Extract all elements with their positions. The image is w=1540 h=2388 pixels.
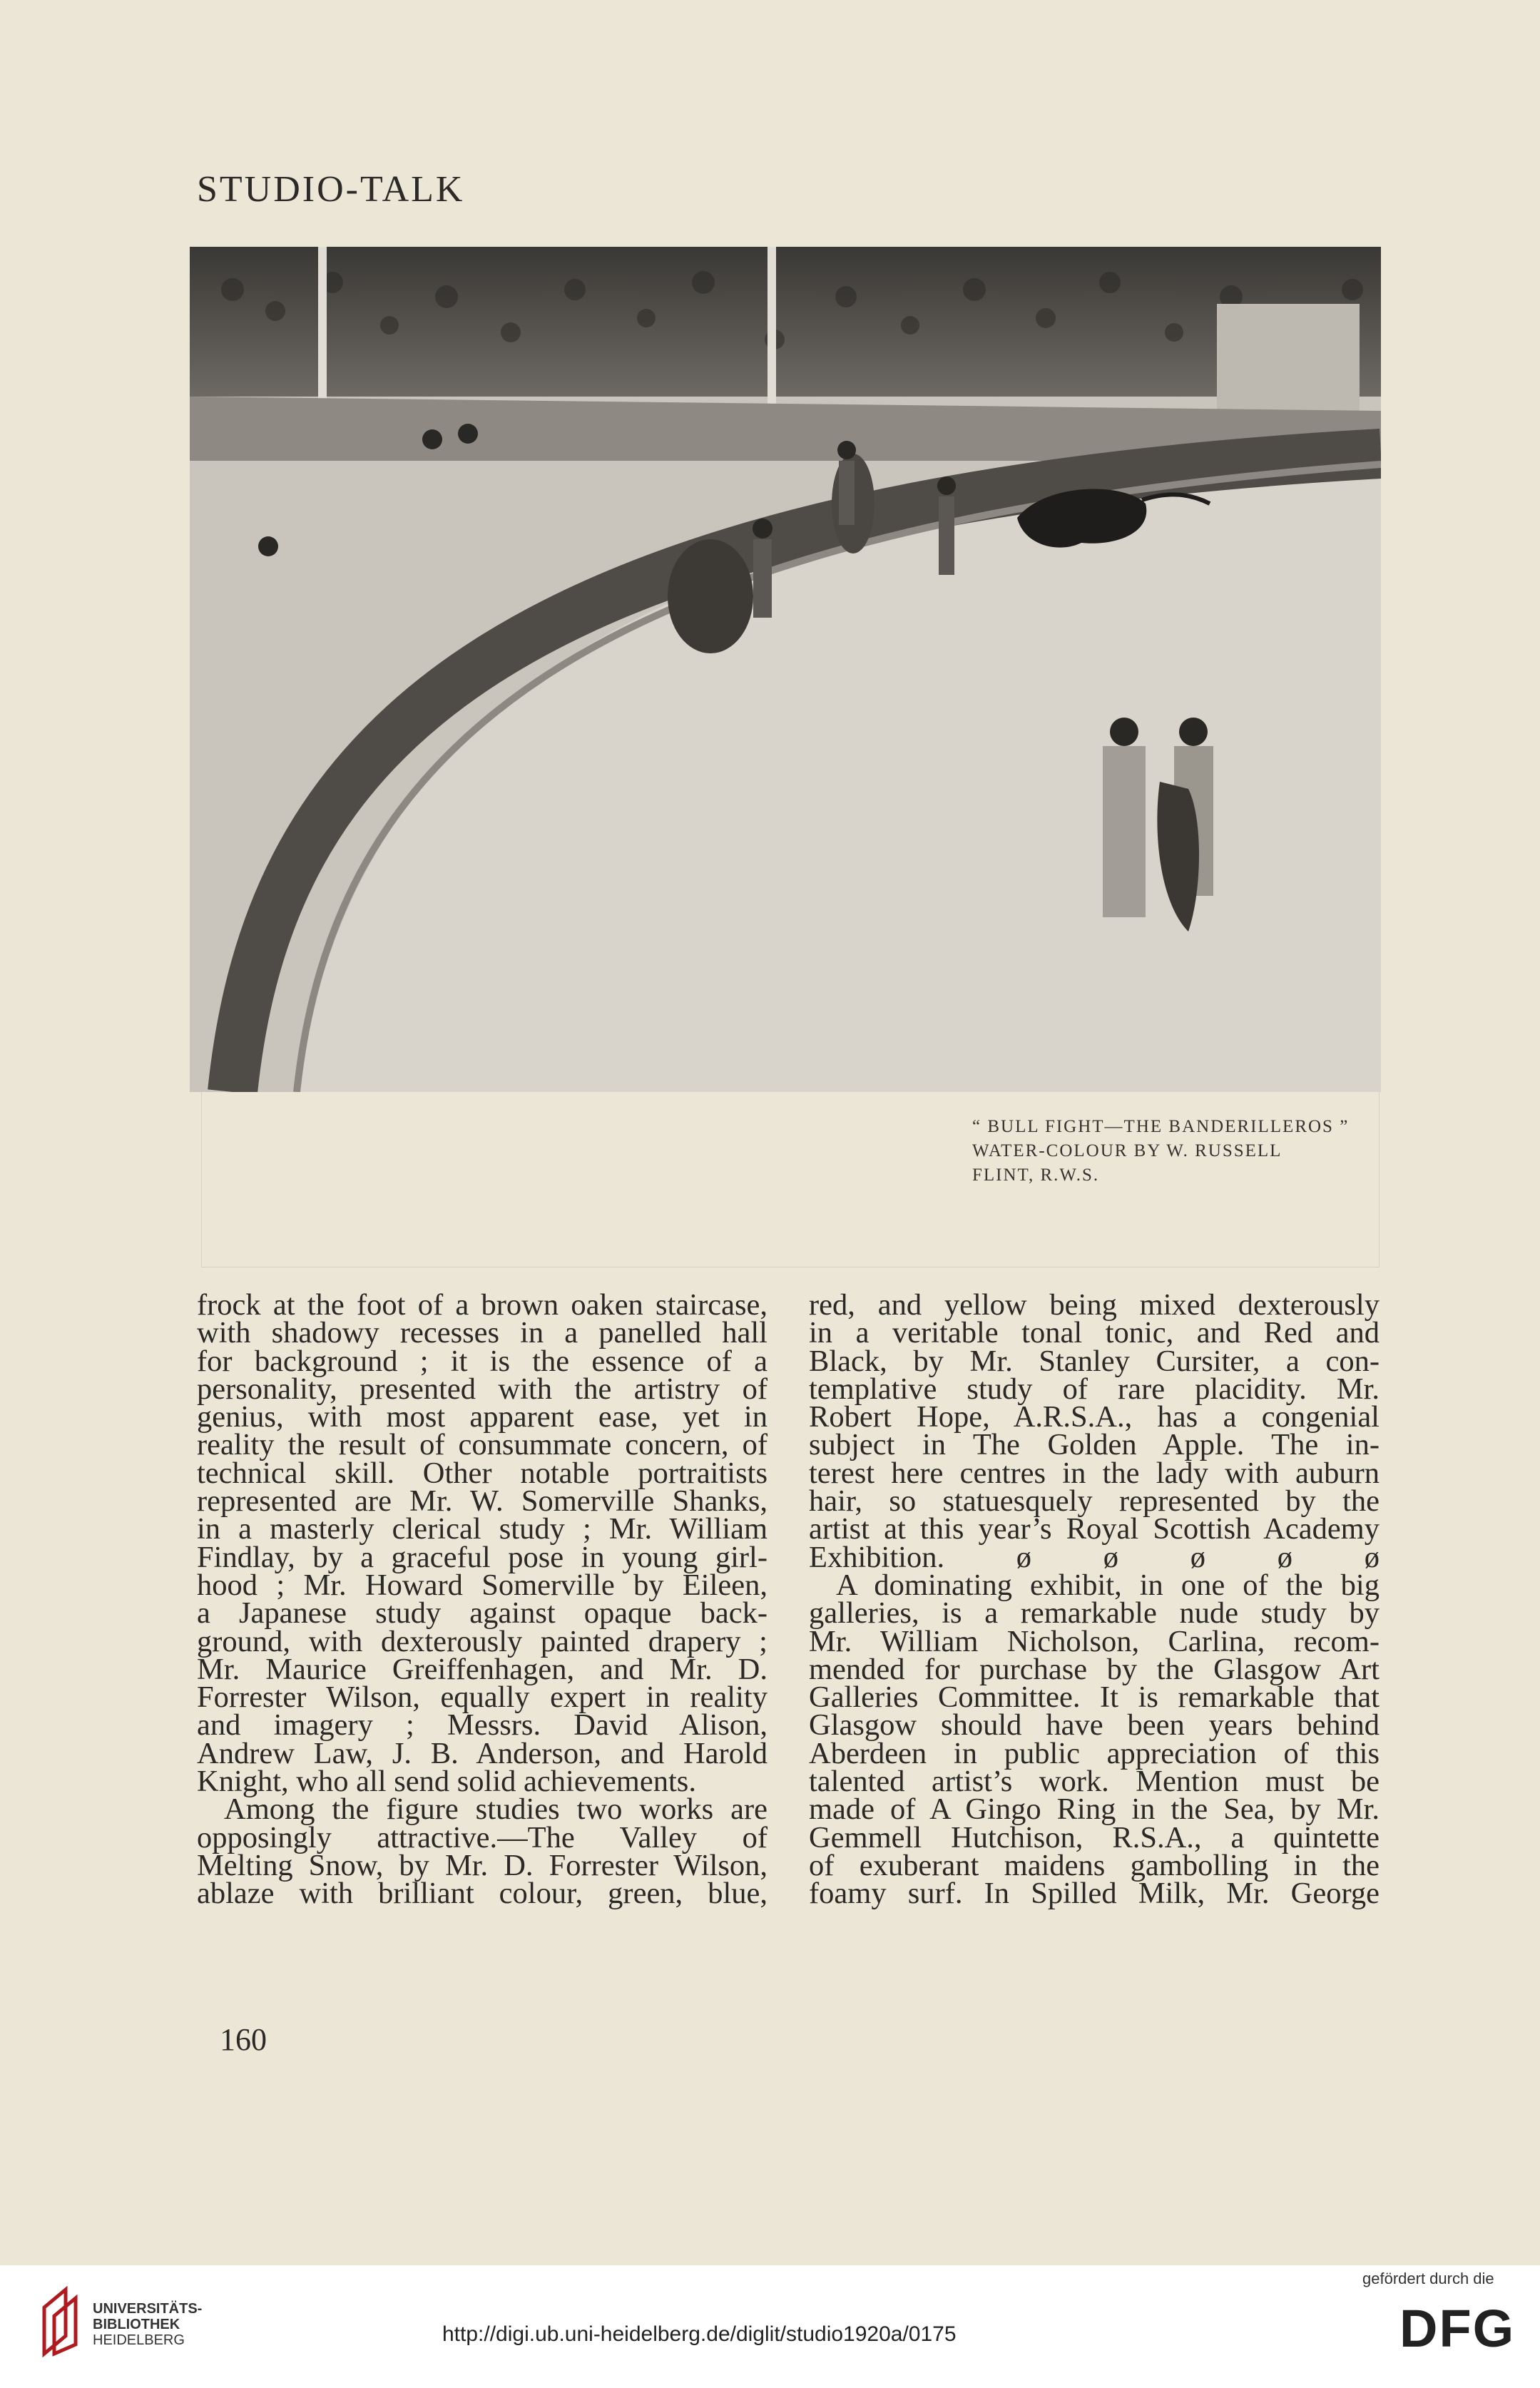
text-line: Gemmell Hutchison, R.S.A., a quintette: [809, 1820, 1380, 1854]
text-line: Black, by Mr. Stanley Cursiter, a con-: [809, 1344, 1380, 1378]
text-line: Knight, who all send solid achievements.: [197, 1765, 696, 1799]
illustration-svg: [190, 247, 1381, 1092]
text-line: a Japanese study against opaque back-: [197, 1596, 768, 1631]
text-line: frock at the foot of a brown oaken staircase,: [197, 1288, 768, 1322]
library-name-line: BIBLIOTHEK: [93, 2317, 180, 2332]
text-line: Among the figure studies two works are: [224, 1792, 768, 1827]
text-line: ground, with dexterously painted drapery ;: [197, 1624, 768, 1658]
library-name-line: UNIVERSITÄTS-: [93, 2301, 203, 2317]
dfg-logo: DFG: [1399, 2299, 1516, 2358]
text-line: Forrester Wilson, equally expert in reality: [197, 1680, 768, 1715]
text-line: and imagery ; Messrs. David Alison,: [197, 1708, 768, 1742]
text-line: personality, presented with the artistry of: [197, 1372, 768, 1406]
left-column: [197, 1288, 768, 1911]
text-line: templative study of rare placidity. Mr.: [809, 1372, 1380, 1406]
text-line: Exhibition. ø ø ø ø ø: [809, 1540, 1380, 1574]
permalink-url[interactable]: http://digi.ub.uni-heidelberg.de/diglit/studio1920a/0175: [442, 2322, 957, 2346]
text-line: subject in The Golden Apple. The in-: [809, 1428, 1380, 1462]
text-line: talented artist’s work. Mention must be: [809, 1765, 1380, 1799]
text-line: Mr. William Nicholson, Carlina, recom-: [809, 1624, 1380, 1658]
text-line: opposingly attractive.—The Valley of: [197, 1820, 768, 1854]
text-line: Aberdeen in public appreciation of this: [809, 1736, 1380, 1770]
caption-line: FLINT, R.W.S.: [972, 1165, 1100, 1185]
text-line: hair, so statuesquely represented by the: [809, 1484, 1380, 1519]
bullfight-illustration: [190, 247, 1381, 1092]
text-line: galleries, is a remarkable nude study by: [809, 1596, 1380, 1631]
page-number: 160: [220, 2022, 267, 2057]
text-line: in a veritable tonal tonic, and Red and: [809, 1316, 1380, 1350]
text-line: Findlay, by a graceful pose in young girl-: [197, 1540, 768, 1574]
text-line: terest here centres in the lady with auburn: [809, 1456, 1380, 1490]
library-name: [93, 2301, 202, 2348]
text-line: represented are Mr. W. Somerville Shanks,: [197, 1484, 768, 1519]
text-line: for background ; it is the essence of a: [197, 1344, 768, 1378]
text-line: foamy surf. In Spilled Milk, Mr. George: [809, 1877, 1380, 1911]
text-line: genius, with most apparent ease, yet in: [197, 1400, 768, 1434]
library-name-line: HEIDELBERG: [93, 2332, 185, 2348]
text-line: Mr. Maurice Greiffenhagen, and Mr. D.: [197, 1652, 768, 1686]
library-logo-icon: [37, 2286, 83, 2357]
text-line: Glasgow should have been years behind: [809, 1708, 1380, 1742]
text-line: A dominating exhibit, in one of the big: [836, 1568, 1380, 1602]
text-line: made of A Gingo Ring in the Sea, by Mr.: [809, 1792, 1380, 1827]
plate-caption: [972, 1115, 1372, 1188]
running-head: STUDIO-TALK: [197, 169, 465, 210]
caption-line: WATER-COLOUR BY W. RUSSELL: [972, 1141, 1283, 1160]
text-line: Melting Snow, by Mr. D. Forrester Wilson,: [197, 1848, 768, 1882]
text-line: hood ; Mr. Howard Somerville by Eileen,: [197, 1568, 768, 1602]
text-line: artist at this year’s Royal Scottish Academy: [809, 1512, 1380, 1546]
text-line: Galleries Committee. It is remarkable that: [809, 1680, 1380, 1715]
text-line: with shadowy recesses in a panelled hall: [197, 1316, 768, 1350]
text-line: technical skill. Other notable portraitists: [197, 1456, 768, 1490]
text-line: mended for purchase by the Glasgow Art: [809, 1652, 1380, 1686]
caption-line: “ BULL FIGHT—THE BANDERILLEROS ”: [972, 1117, 1350, 1136]
right-column: [809, 1288, 1380, 1911]
text-line: Robert Hope, A.R.S.A., has a congenial: [809, 1400, 1380, 1434]
text-line: reality the result of consummate concern, of: [197, 1428, 768, 1462]
text-line: Andrew Law, J. B. Anderson, and Harold: [197, 1736, 768, 1770]
text-line: ablaze with brilliant colour, green, blue,: [197, 1877, 768, 1911]
text-line: red, and yellow being mixed dexterously: [809, 1288, 1380, 1322]
text-line: of exuberant maidens gambolling in the: [809, 1848, 1380, 1882]
funder-label: gefördert durch die: [1362, 2270, 1494, 2287]
text-line: in a masterly clerical study ; Mr. William: [197, 1512, 768, 1546]
